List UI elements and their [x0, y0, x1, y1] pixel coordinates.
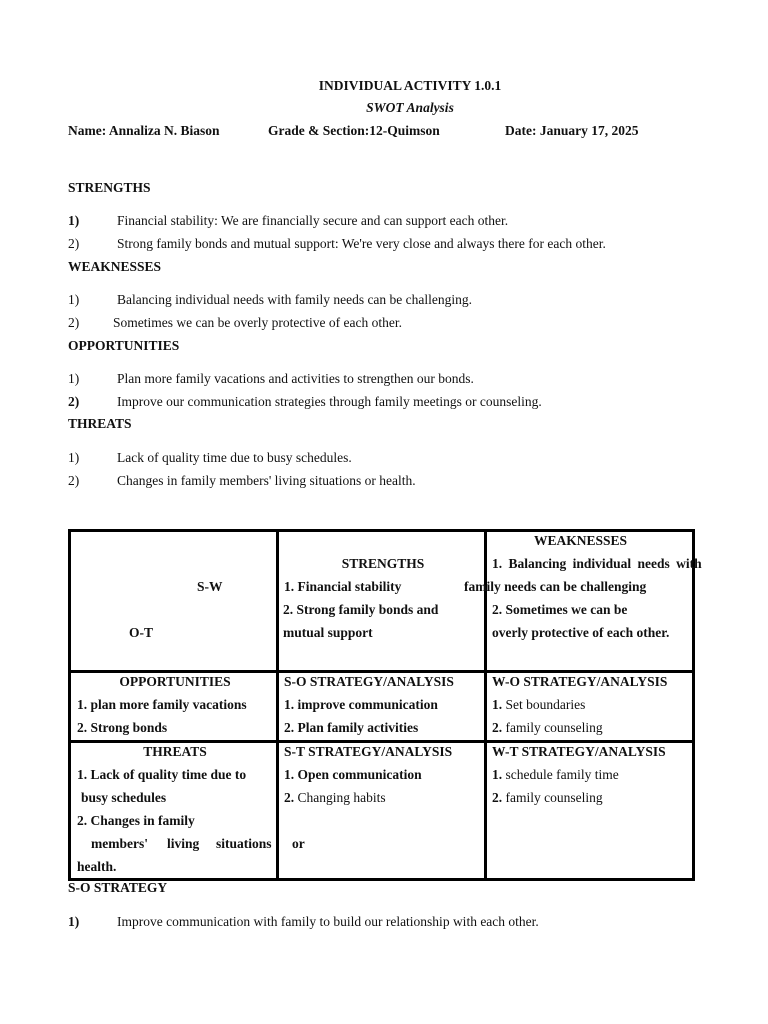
table-strengths-cell: [283, 552, 483, 644]
table-opportunities-heading: OPPORTUNITIES: [119, 674, 231, 689]
table-wo-2: family counseling: [505, 720, 603, 735]
threat-1-number: 1): [68, 450, 80, 465]
table-weaknesses-cell: [464, 529, 726, 644]
opportunity-1-text: Plan more family vacations and activities to strengthen our bonds.: [117, 371, 474, 386]
table-opportunity-2: 2. Strong bonds: [77, 720, 168, 735]
weakness-1-text: Balancing individual needs with family needs can be challenging.: [117, 292, 473, 307]
so-strategy-heading: S-O STRATEGY: [68, 880, 168, 895]
so-strategy-1-number: 1): [68, 914, 80, 929]
weakness-1-number: 1): [68, 292, 80, 307]
table-weakness-1-line-2: family needs can be challenging: [464, 579, 647, 594]
table-wo-1: Set boundaries: [505, 697, 586, 712]
table-wt-1: schedule family time: [505, 767, 619, 782]
table-threat-2-word-4: or: [292, 836, 305, 851]
opportunity-2-number: 2): [68, 394, 80, 409]
table-threats-cell: [77, 740, 305, 878]
table-divider-vertical-1: [276, 532, 279, 878]
table-wo-1-number: 1.: [492, 697, 503, 712]
table-wo-2-number: 2.: [492, 720, 503, 735]
table-st-2: Changing habits: [297, 790, 386, 805]
table-threats-heading: THREATS: [143, 744, 207, 759]
table-threat-1-line-1: 1. Lack of quality time due to: [77, 767, 247, 782]
threat-1-text: Lack of quality time due to busy schedules.: [117, 450, 352, 465]
table-wt-cell: [492, 740, 666, 809]
weakness-2-number: 2): [68, 315, 80, 330]
table-so-cell: [284, 670, 454, 739]
threats-heading: THREATS: [68, 416, 132, 431]
table-strength-2-line-1: 2. Strong family bonds and: [283, 602, 439, 617]
table-weakness-1-line-1: 1. Balancing individual needs with: [492, 556, 702, 571]
table-wo-heading: W-O STRATEGY/ANALYSIS: [492, 674, 668, 689]
table-so-1: 1. improve communication: [284, 697, 438, 712]
grade-section: Grade & Section:12-Quimson: [268, 123, 440, 138]
so-strategy-1-text: Improve communication with family to build our relationship with each other.: [117, 914, 539, 929]
table-opportunity-1: 1. plan more family vacations: [77, 697, 247, 712]
table-threat-2-word-3: situations: [216, 836, 272, 851]
weaknesses-heading: WEAKNESSES: [68, 259, 162, 274]
table-wt-2-number: 2.: [492, 790, 503, 805]
table-threat-2-line-2: [77, 832, 305, 855]
table-weakness-2-line-1: 2. Sometimes we can be: [492, 602, 628, 617]
strength-2-text: Strong family bonds and mutual support: We're very close and always there for each other.: [117, 236, 606, 251]
table-strengths-heading: STRENGTHS: [341, 556, 425, 571]
table-threat-2-line-1: 2. Changes in family: [77, 813, 195, 828]
table-threat-2-line-3: health.: [77, 859, 117, 874]
document-subtitle: SWOT Analysis: [366, 100, 454, 115]
activity-date: Date: January 17, 2025: [505, 123, 639, 138]
table-st-heading: S-T STRATEGY/ANALYSIS: [284, 744, 453, 759]
opportunity-1-number: 1): [68, 371, 80, 386]
table-wt-heading: W-T STRATEGY/ANALYSIS: [492, 744, 666, 759]
strength-1-number: 1): [68, 213, 80, 228]
table-strength-1: 1. Financial stability: [284, 579, 402, 594]
table-wt-1-number: 1.: [492, 767, 503, 782]
swot-matrix-table: [68, 529, 702, 881]
corner-label-sw: S-W: [197, 579, 223, 594]
weakness-2-text: Sometimes we can be overly protective of each other.: [113, 315, 403, 330]
document-title: INDIVIDUAL ACTIVITY 1.0.1: [318, 78, 502, 93]
strength-1-text: Financial stability: We are financially secure and can support each other.: [117, 213, 509, 228]
corner-label-ot: O-T: [129, 625, 154, 640]
table-st-1: 1. Open communication: [284, 767, 422, 782]
table-strength-2-line-2: mutual support: [283, 625, 373, 640]
strengths-heading: STRENGTHS: [68, 180, 151, 195]
opportunity-2-text: Improve our communication strategies through family meetings or counseling.: [117, 394, 542, 409]
table-threat-1-line-2: busy schedules: [81, 790, 167, 805]
opportunities-heading: OPPORTUNITIES: [68, 338, 180, 353]
table-wt-2: family counseling: [505, 790, 603, 805]
threat-2-text: Changes in family members' living situations or health.: [117, 473, 416, 488]
threat-2-number: 2): [68, 473, 80, 488]
table-threat-2-word-1: members': [91, 836, 148, 851]
table-st-2-number: 2.: [284, 790, 295, 805]
student-name: Name: Annaliza N. Biason: [68, 123, 220, 138]
strength-2-number: 2): [68, 236, 80, 251]
table-so-heading: S-O STRATEGY/ANALYSIS: [284, 674, 454, 689]
table-weakness-2-line-2: overly protective of each other.: [492, 625, 670, 640]
table-weaknesses-heading: WEAKNESSES: [534, 533, 628, 548]
table-threat-2-word-2: living: [167, 836, 200, 851]
table-wo-cell: [492, 670, 667, 739]
table-st-cell: [284, 740, 452, 809]
table-so-2: 2. Plan family activities: [284, 720, 419, 735]
table-opportunities-cell: [77, 670, 273, 739]
